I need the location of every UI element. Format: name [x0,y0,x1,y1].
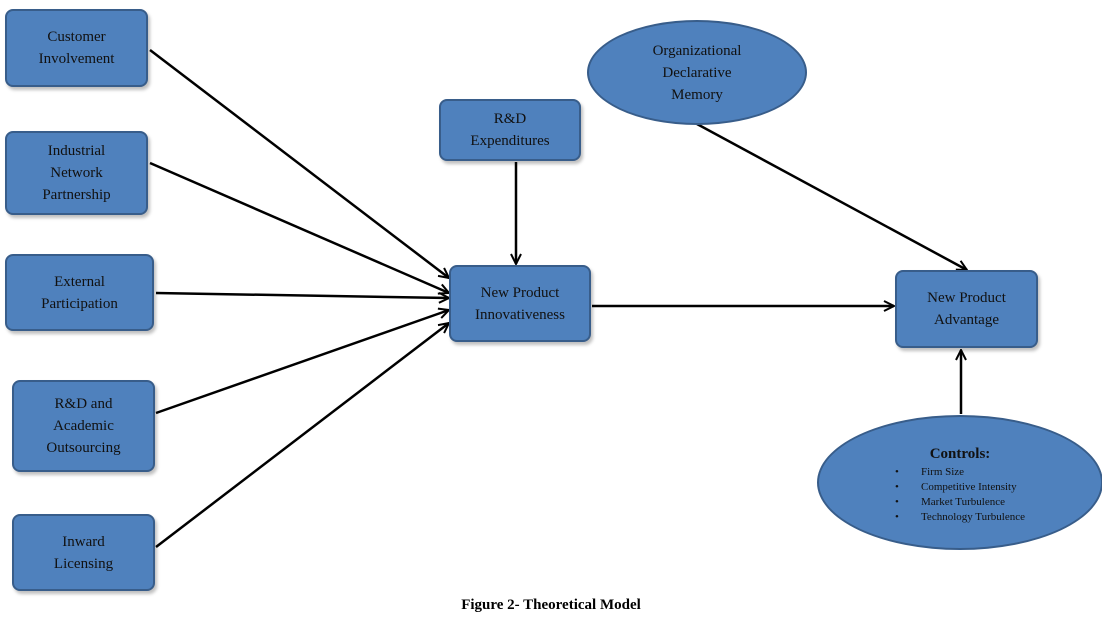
node-rd-expenditures: R&D Expenditures [439,99,581,161]
node-organizational-declarative-memory: Organizational Declarative Memory [587,20,807,125]
node-industrial-network-partnership: Industrial Network Partnership [5,131,148,215]
controls-list [895,465,1025,525]
node-customer-involvement: Customer Involvement [5,9,148,87]
node-rd-academic-outsourcing: R&D and Academic Outsourcing [12,380,155,472]
node-inward-licensing: Inward Licensing [12,514,155,591]
node-external-participation: External Participation [5,254,154,331]
controls-item: • Competitive Intensity [895,480,1025,495]
figure-caption: Figure 2- Theoretical Model [461,597,641,613]
node-new-product-advantage: New Product Advantage [895,270,1038,348]
controls-item: • Technology Turbulence [895,510,1025,525]
arrow-licensing-to-npi [156,323,449,547]
arrow-rd-academic-to-npi [156,310,449,413]
arrow-network-to-npi [150,163,449,293]
controls-title: Controls: [929,445,991,462]
controls-item: • Market Turbulence [895,495,1025,510]
controls-item: • Firm Size [895,465,1025,480]
arrow-customer-to-npi [150,50,449,278]
arrow-external-to-npi [156,293,449,298]
arrow-memory-to-npa [697,124,967,270]
node-new-product-innovativeness: New Product Innovativeness [449,265,591,342]
node-controls [817,415,1102,550]
